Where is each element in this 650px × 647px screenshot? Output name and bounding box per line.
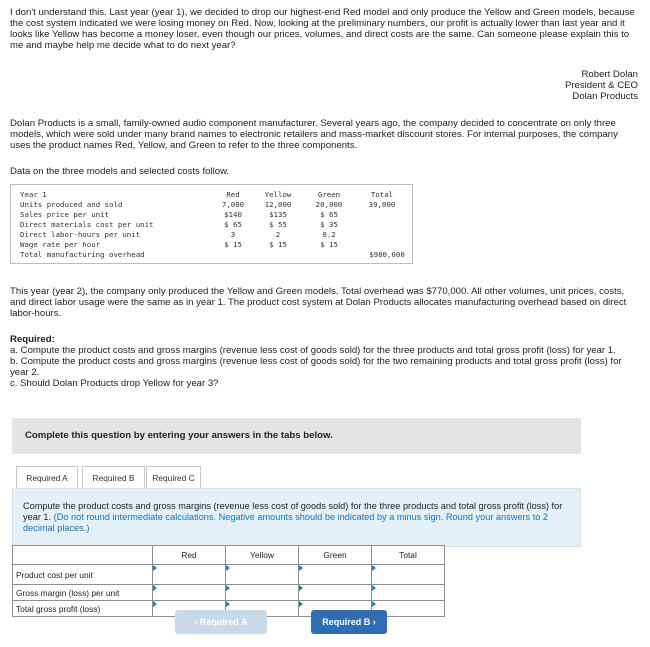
year2-info: This year (year 2), the company only produced the Yellow and Green models. Total overhead was $770,000. All other volumes, unit prices, costs, and direct labor usage were the same as in year 1. The product cost system at Dolan Products allocates manufacturing overhead based on direct labor-hours. [10,286,627,319]
data-cell: $140 [224,210,242,219]
answer-header-red: Red [153,546,226,565]
data-cell: 2 [275,230,281,239]
data-cell: $ 65 [224,220,242,229]
ceo-letter: I don't understand this. Last year (year 1), we decided to drop our highest-end Red model and only produce the Yellow and Green models, because the cost system indicated we were losing money on Red. Now, looking at the preliminary numbers, our profit is actually lower than last year and it looks like Yellow has become a money loser, even though our prices, volumes, and direct costs are the same. Can someone please explain this to me and maybe help me decide what to do next year? [10,7,635,51]
answer-row-product-cost: Product cost per unit [13,565,153,585]
required-section [10,334,640,389]
data-cell: 12,000 [264,200,292,209]
data-cell: 3 [230,230,236,239]
data-header-total: Total [370,190,394,199]
data-cell: $ 15 [269,240,287,249]
data-cell: 39,000 [368,200,396,209]
data-row-label: Units produced and sold [20,200,123,209]
answer-header-yellow: Yellow [226,546,299,565]
data-cell: $980,000 [369,250,405,259]
data-cell: 7,000 [221,200,245,209]
tab-required-a[interactable]: Required A [16,466,78,488]
data-cell: $ 35 [320,220,338,229]
answer-header-total: Total [372,546,445,565]
data-row-label: Wage rate per hour [20,240,101,249]
signature-title: President & CEO [564,80,638,91]
tab-required-c[interactable]: Required C [146,466,201,488]
input-gross-margin-yellow[interactable] [226,585,299,601]
company-intro: Dolan Products is a small, family-owned audio component manufacturer. Several years ago, the company decided to concentrate on only three models, which were sold under many brand names to electronic retailers and mass-market discount stores. For internal purposes, the company uses the product names Red, Yellow, and Green to refer to the three components. [10,118,618,151]
required-b: b. Compute the product costs and gross margins (revenue less cost of goods sold) for the two remaining products and total gross profit (loss) for year 2. [10,356,622,378]
input-product-cost-red[interactable] [153,565,226,585]
input-gross-margin-total[interactable] [372,585,445,601]
prev-label: Required A [199,617,248,627]
chevron-right-icon: › [372,617,376,627]
data-table [10,184,413,264]
chevron-left-icon: ‹ [194,617,198,627]
data-header-green: Green [317,190,341,199]
data-row-label: Sales price per unit [20,210,109,219]
signature-block [565,69,638,102]
answer-row-gross-margin: Gross margin (loss) per unit [13,585,153,601]
data-cell: $ 15 [320,240,338,249]
required-title: Required: [10,334,55,345]
data-cell: $ 65 [320,210,338,219]
data-row-label: Direct labor-hours per unit [20,230,141,239]
instruction-note: (Do not round intermediate calculations. Negative amounts should be indicated by a minus sign. Round your answers to 2 decimal places.) [23,512,549,533]
input-gross-margin-green[interactable] [299,585,372,601]
data-header-red: Red [226,190,240,199]
data-cell: 20,000 [315,200,343,209]
next-button[interactable] [311,610,387,634]
required-a: a. Compute the product costs and gross margins (revenue less cost of goods sold) for the three products and total gross profit (loss) for year 1. [10,345,616,356]
answer-header-green: Green [299,546,372,565]
answer-header-blank [13,546,153,565]
input-product-cost-total[interactable] [372,565,445,585]
data-row-label: Total manufacturing overhead [20,250,145,259]
data-row-label: Direct materials cost per unit [20,220,154,229]
data-header-yellow: Yellow [264,190,292,199]
input-product-cost-yellow[interactable] [226,565,299,585]
input-product-cost-green[interactable] [299,565,372,585]
signature-name: Robert Dolan [581,69,638,80]
answer-row-total-gross-profit: Total gross profit (loss) [13,601,153,617]
data-intro: Data on the three models and selected costs follow. [10,166,230,177]
data-cell: $ 15 [224,240,242,249]
next-label: Required B [322,617,371,627]
instruction-text [23,501,573,534]
banner-text: Complete this question by entering your answers in the tabs below. [25,430,333,441]
required-c: c. Should Dolan Products drop Yellow for year 3? [10,378,219,389]
data-cell: 0.2 [322,230,336,239]
input-gross-margin-red[interactable] [153,585,226,601]
answer-table [12,545,445,617]
signature-company: Dolan Products [572,91,638,102]
tab-required-b[interactable]: Required B [82,466,145,488]
prev-button[interactable] [175,610,267,634]
instructions-banner [12,418,581,454]
instruction-panel [12,488,581,547]
data-cell: $135 [269,210,287,219]
data-header-year: Year 1 [20,190,47,199]
instruction-main: Compute the product costs and gross margins (revenue less cost of goods sold) for the three products and total gross profit (loss) for year 1. [23,501,563,522]
data-cell: $ 55 [269,220,287,229]
